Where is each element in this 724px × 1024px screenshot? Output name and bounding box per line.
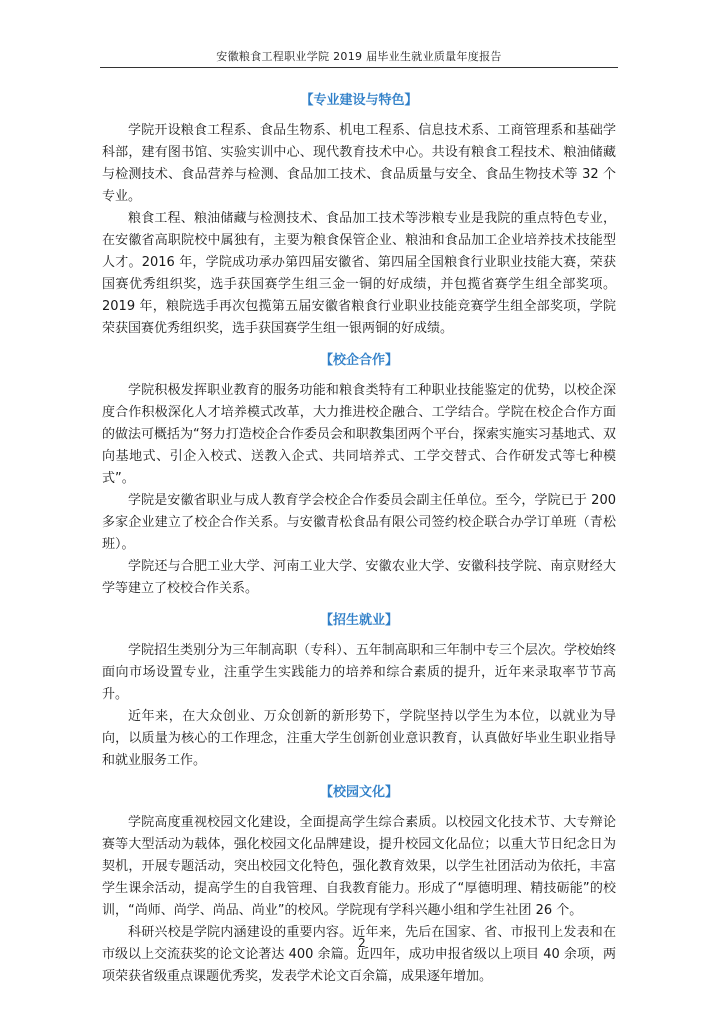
- section-campus-culture: [102, 780, 616, 988]
- paragraph: 学院还与合肥工业大学、河南工业大学、安徽农业大学、安徽科技学院、南京财经大学等建立了校校合作关系。: [102, 559, 616, 596]
- paragraph: 学院招生类别分为三年制高职（专科）、五年制高职和三年制中专三个层次。学校始终面向市场设置专业，注重学生实践能力的培养和综合素质的提升，近年来录取率节节高升。: [102, 643, 616, 702]
- report-body: [102, 88, 616, 988]
- page-header: 安徽粮食工程职业学院 2019 届毕业生就业质量年度报告: [216, 50, 502, 63]
- section-title: 【招生就业】: [319, 613, 398, 628]
- section-enrollment-employment: [102, 608, 616, 772]
- section-title: 【专业建设与特色】: [300, 93, 418, 108]
- paragraph: 粮食工程、粮油储藏与检测技术、食品加工技术等涉粮专业是我院的重点特色专业，在安徽省高职院校中属独有，主要为粮食保管企业、粮油和食品加工企业培养技术技能型人才。2016 年，学院成功承办第四届安徽省、第四届全国粮食行业职业技能大赛，荣获国赛优秀组织奖，选手获国赛学生组三金一铜的好成绩，并包揽省赛学生组全部奖项。2019 年，粮院选手再次包揽第五届安徽省粮食行业职业技能竞赛学生组全部奖项，学院荣获国赛优秀组织奖，选手获国赛学生组一银两铜的好成绩。: [102, 211, 616, 336]
- header-divider: [100, 67, 618, 68]
- section-title: 【校园文化】: [319, 785, 398, 800]
- section-title: 【校企合作】: [319, 353, 398, 368]
- paragraph: 学院开设粮食工程系、食品生物系、机电工程系、信息技术系、工商管理系和基础学科部，建有图书馆、实验实训中心、现代教育技术中心。共设有粮食工程技术、粮油储藏与检测技术、食品营养与检测、食品加工技术、食品质量与安全、食品生物技术等 32 个专业。: [102, 123, 616, 204]
- paragraph: 学院高度重视校园文化建设，全面提高学生综合素质。以校园文化技术节、大专辩论赛等大型活动为载体，强化校园文化品牌建设，提升校园文化品位；以重大节日纪念日为契机，开展专题活动，突出校园文化特色，强化教育效果，以学生社团活动为依托，丰富学生课余活动，提高学生的自我管理、自我教育能力。形成了“厚德明理、精技砺能”的校训，“尚师、尚学、尚品、尚业”的校风。学院现有学科兴趣小组和学生社团 26 个。: [102, 815, 616, 918]
- paragraph: 近年来，在大众创业、万众创新的新形势下，学院坚持以学生为本位，以就业为导向，以质量为核心的工作理念，注重大学生创新创业意识教育，认真做好毕业生职业指导和就业服务工作。: [102, 709, 616, 768]
- section-major-construction: [102, 88, 616, 340]
- page-number: 2: [358, 936, 366, 950]
- paragraph: 科研兴校是学院内涵建设的重要内容。近年来，先后在国家、省、市报刊上发表和在市级以上交流获奖的论文论著达 400 余篇。近四年，成功申报省级以上项目 40 余项，两项荣获省级重点课题优秀奖，发表学术论文百余篇，成果逐年增加。: [102, 925, 616, 984]
- section-school-enterprise: [102, 348, 616, 600]
- paragraph: 学院积极发挥职业教育的服务功能和粮食类特有工种职业技能鉴定的优势，以校企深度合作积极深化人才培养模式改革，大力推进校企融合、工学结合。学院在校企合作方面的做法可概括为“努力打造校企合作委员会和职教集团两个平台，探索实施实习基地式、双向基地式、引企入校式、送教入企式、共同培养式、工学交替式、合作研发式等七种模式”。: [102, 383, 616, 486]
- paragraph: 学院是安徽省职业与成人教育学会校企合作委员会副主任单位。至今，学院已于 200 多家企业建立了校企合作关系。与安徽青松食品有限公司签约校企联合办学订单班（青松班）。: [102, 493, 616, 552]
